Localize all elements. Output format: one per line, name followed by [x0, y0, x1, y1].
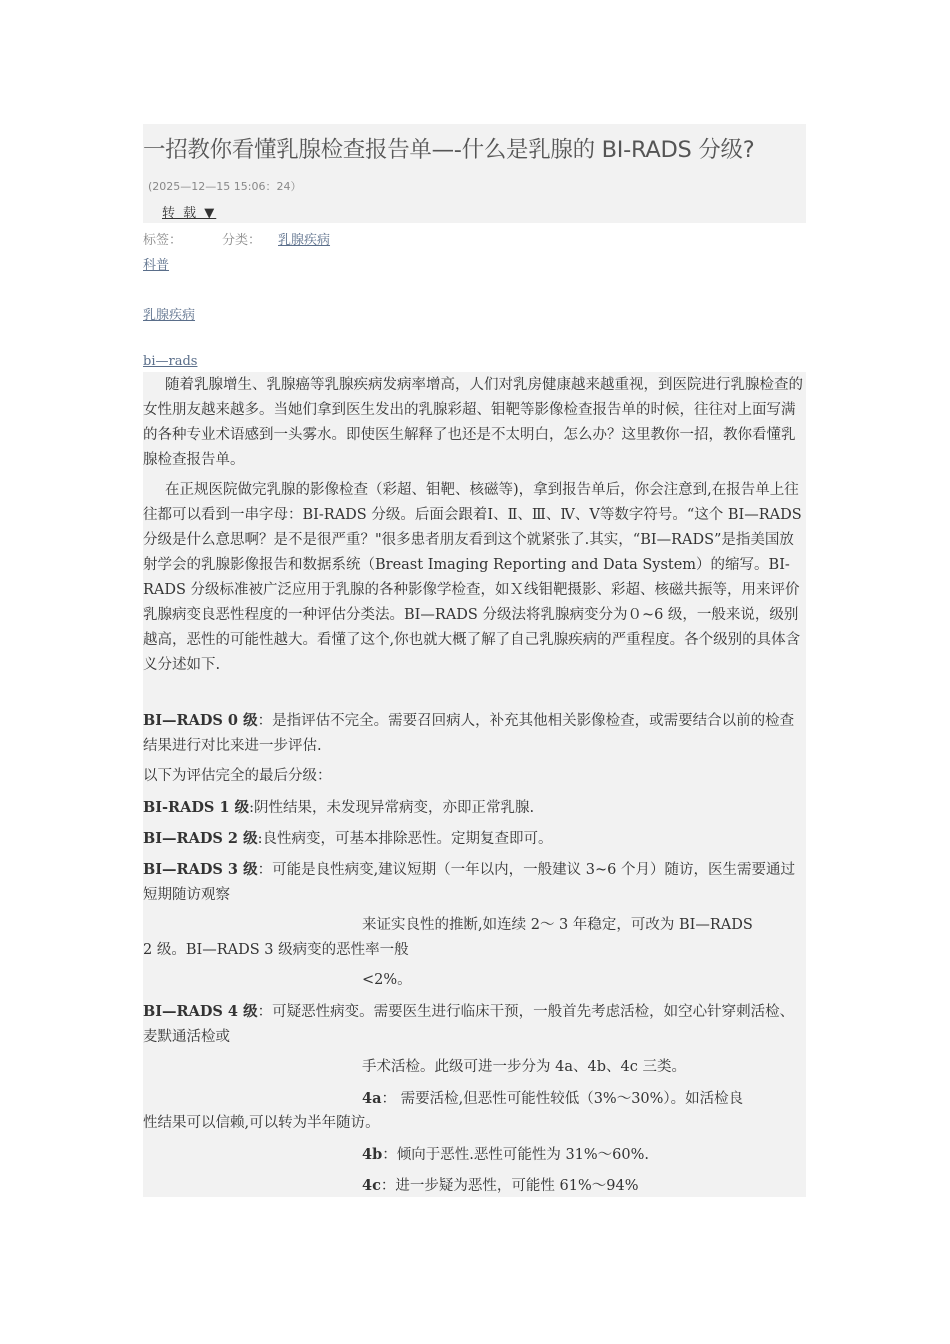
grade-label: 4b	[362, 1146, 383, 1163]
grade-label: 4a	[362, 1090, 382, 1107]
complete-assessment-note: 以下为评估完全的最后分级：	[143, 768, 332, 784]
article-body	[143, 372, 806, 1197]
grade-1: BI-RADS 1 级:阴性结果，未发现异常病变，亦即正常乳腺.	[143, 799, 535, 816]
tag-link[interactable]: bi—rads	[143, 354, 198, 369]
grade-4b: 4b：倾向于恶性.恶性可能性为 31%～60%.	[362, 1146, 650, 1163]
paragraph-intro: 随着乳腺增生、乳腺癌等乳腺疾病发病率增高，人们对乳房健康越来越重视，到医院进行乳腺检查的女性朋友越来越多。当她们拿到医生发出的乳腺彩超、钼靶等影像检查报告单的时候，往往对上面写满的各种专业术语感到一头雾水。即使医生解释了也还是不太明白，怎么办？这里教你一招，教你看懂乳腺检查报告单。	[143, 377, 803, 468]
grade-3-continued: <2%。	[362, 972, 412, 988]
tags-label: 标签：	[143, 233, 183, 248]
grade-3: BI—RADS 3 级：可能是良性病变,建议短期（一年以内，一般建议 3~6 个月）随访，医生需要通过短期随访观察	[143, 861, 796, 903]
grade-2: BI—RADS 2 级:良性病变，可基本排除恶性。定期复查即可。	[143, 830, 553, 847]
grade-4: BI—RADS 4 级：可疑恶性病变。需要医生进行临床干预，一般首先考虑活检，如空心针穿刺活检、麦默通活检或	[143, 1003, 795, 1045]
category-label: 分类：	[222, 233, 262, 248]
grade-0: BI—RADS 0 级：是指评估不完全。需要召回病人，补充其他相关影像检查，或需要结合以前的检查结果进行对比来进一步评估.	[143, 712, 795, 754]
grade-label: BI—RADS 2 级	[143, 830, 258, 847]
grade-4a: 4a： 需要活检,但恶性可能性较低（3%～30%）。如活检良	[362, 1090, 744, 1107]
grade-3-continued: 2 级。BI—RADS 3 级病变的恶性率一般	[143, 942, 409, 958]
grade-label: BI—RADS 3 级	[143, 861, 258, 878]
tag-link[interactable]: 乳腺疾病	[143, 308, 196, 323]
grade-4a-continued: 性结果可以信赖,可以转为半年随访。	[143, 1115, 380, 1131]
grade-4c: 4c：进一步疑为恶性，可能性 61%～94%	[362, 1177, 639, 1194]
article-title: 一招教你看懂乳腺检查报告单—-什么是乳腺的 BI-RADS 分级?	[143, 137, 755, 163]
grade-label: BI—RADS 0 级	[143, 712, 258, 729]
grade-label: 4c	[362, 1177, 381, 1194]
publish-date: (2025—12—15 15:06：24）	[148, 180, 302, 193]
paragraph-birads-explain: 在正规医院做完乳腺的影像检查（彩超、钼靶、核磁等)，拿到报告单后，你会注意到,在报告单上往往都可以看到一串字母：BI-RADS 分级。后面会跟着Ⅰ、Ⅱ、Ⅲ、Ⅳ、Ⅴ等数字符号。“这个 BI—RADS 分级是什么意思啊？是不是很严重？"很多患者朋友看到这个就紧张了.其实，“BI—RADS”是指美国放射学会的乳腺影像报告和数据系统（Breast Imaging Reporting and Data System）的缩写。BI-RADS 分级标准被广泛应用于乳腺的各种影像学检查，如Ｘ线钼靶摄影、彩超、核磁共振等，用来评价乳腺病变良恶性程度的一种评估分类法。BI—RADS 分级法将乳腺病变分为０~6 级，一般来说，级别越高，恶性的可能性越大。看懂了这个,你也就大概了解了自己乳腺疾病的严重程度。各个级别的具体含义分述如下.	[143, 482, 802, 673]
tag-link[interactable]: 科普	[143, 258, 170, 273]
grade-4-continued: 手术活检。此级可进一步分为 4a、4b、4c 三类。	[362, 1059, 686, 1075]
article-header	[143, 124, 806, 223]
grade-label: BI—RADS 4 级	[143, 1003, 258, 1020]
category-link[interactable]: 乳腺疾病	[278, 233, 331, 248]
grade-label: BI-RADS 1 级	[143, 799, 250, 816]
grade-3-continued: 来证实良性的推断,如连续 2～ 3 年稳定，可改为 BI—RADS	[362, 917, 753, 933]
repost-dropdown[interactable]: 转 载 ▼	[162, 206, 217, 221]
